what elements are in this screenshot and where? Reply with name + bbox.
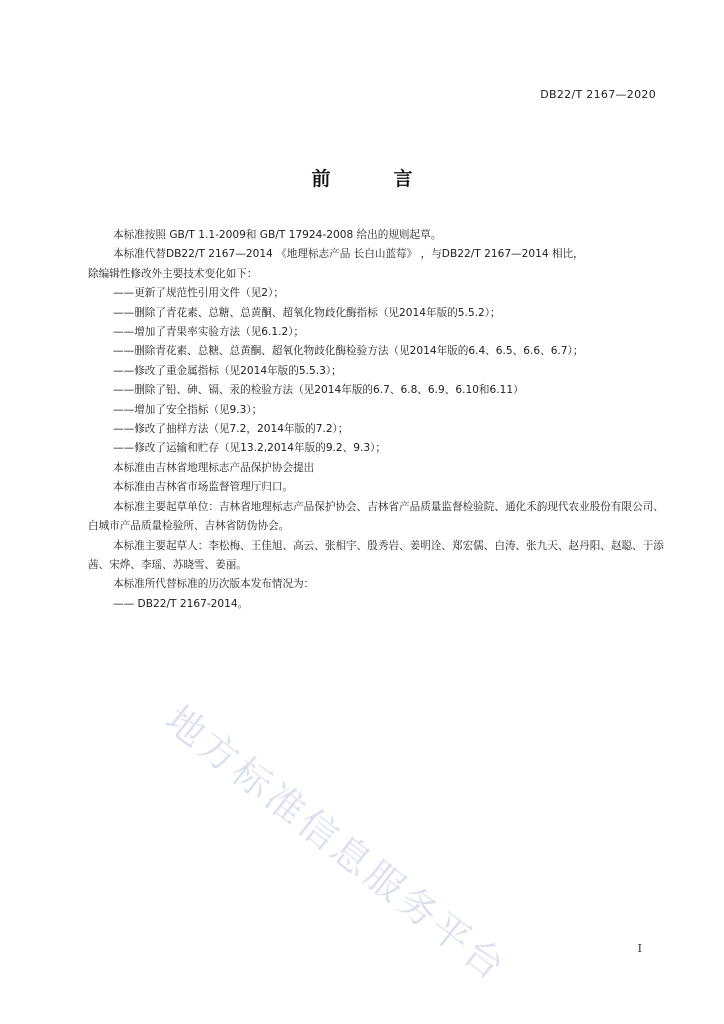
page-title: 前 言	[311, 168, 435, 190]
change-item: ——修改了重金属指标（见2014年版的5.5.3）；	[113, 364, 342, 377]
change-item: ——删除青花素、总糖、总黄酮、超氧化物歧化酶检验方法（见2014年版的6.4、6.5、6.6、6.7）；	[113, 345, 584, 358]
paragraph-drafting-rules: 本标准按照 GB/T 1.1-2009和 GB/T 17924-2008 给出的规则起草。	[113, 229, 442, 241]
change-item: ——更新了规范性引用文件（见2）；	[113, 287, 284, 300]
paragraph-administrator: 本标准由吉林省市场监督管理厅归口。	[113, 481, 294, 494]
change-item: ——删除了铅、砷、镉、汞的检验方法（见2014年版的6.7、6.8、6.9、6.10和6.11）	[113, 384, 524, 397]
paragraph-drafters: 本标准主要起草人：李松梅、王佳旭、高云、张相宇、殷秀岩、姜明诠、郑宏儒、白涛、张九天、赵丹阳、赵聪、于添茜、宋烨、李瑶、苏晓雪、姜丽。	[88, 539, 664, 571]
paragraph-replaces-cont: 除编辑性修改外主要技术变化如下：	[88, 267, 258, 280]
change-item: ——增加了安全指标（见9.3）；	[113, 403, 263, 416]
change-item: ——修改了抽样方法（见7.2，2014年版的7.2）；	[113, 423, 349, 436]
paragraph-history: 本标准所代替标准的历次版本发布情况为：	[113, 578, 315, 591]
change-item: ——修改了运输和贮存（见13.2,2014年版的9.2、9.3）；	[113, 442, 386, 455]
paragraph-replaces: 本标准代替DB22/T 2167—2014 《地理标志产品 长白山蓝莓》 ，与DB22/T 2167—2014 相比，	[113, 248, 584, 261]
watermark: 地方标准信息服务平台	[157, 697, 516, 991]
page-number: I	[637, 942, 642, 955]
history-item: —— DB22/T 2167-2014。	[113, 597, 249, 610]
paragraph-proposer: 本标准由吉林省地理标志产品保护协会提出	[113, 461, 315, 474]
document-body	[88, 226, 664, 614]
change-item: ——增加了青果率实验方法（见6.1.2）；	[113, 326, 305, 339]
document-code: DB22/T 2167—2020	[540, 88, 656, 101]
change-item: ——删除了青花素、总糖、总黄酮、超氧化物歧化酶指标（见2014年版的5.5.2）；	[113, 306, 501, 319]
paragraph-drafting-units: 本标准主要起草单位：吉林省地理标志产品保护协会、吉林省产品质量监督检验院、通化禾韵现代农业股份有限公司、白城市产品质量检验所、吉林省防伪协会。	[88, 500, 664, 533]
